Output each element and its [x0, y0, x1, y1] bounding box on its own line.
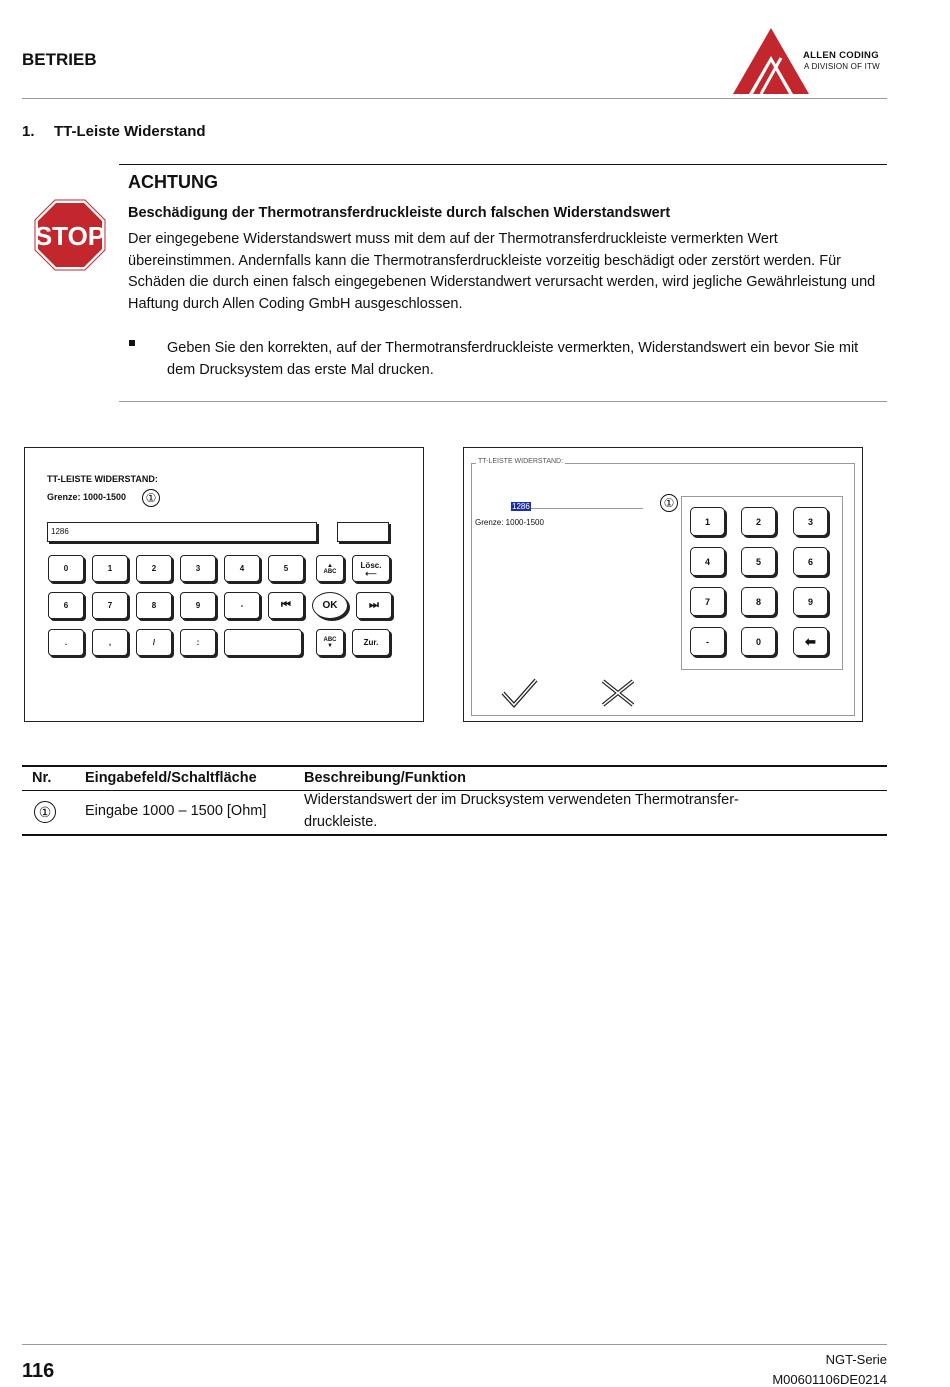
key-dot[interactable]: .	[48, 629, 84, 656]
table-row-desc-line1: Widerstandswert der im Drucksystem verwendeten Thermotransfer-	[304, 792, 739, 808]
svg-text:STOP: STOP	[34, 221, 106, 251]
confirm-check-icon[interactable]	[501, 678, 539, 708]
warning-top-rule	[119, 164, 887, 165]
abc-down-label: ABC	[323, 636, 337, 643]
skip-back-icon[interactable]: ⏮	[268, 592, 304, 619]
screen1-title: TT-LEISTE WIDERSTAND:	[47, 474, 158, 484]
aux-field[interactable]	[337, 522, 389, 542]
pad-key-6[interactable]: 6	[793, 547, 828, 576]
abc-up-label: ABC	[323, 568, 337, 575]
table-bottom-rule	[22, 834, 887, 836]
screen1-limit: Grenze: 1000-1500	[47, 492, 127, 502]
pad-key-3[interactable]: 3	[793, 507, 828, 536]
section-number: 1.	[22, 123, 35, 140]
warning-bullet: Geben Sie den korrekten, auf der Thermotransferdruckleiste vermerkten, Widerstandswert ein bevor Sie mit dem Drucksystem das erste Mal drucken.	[167, 340, 859, 378]
pad-key-minus[interactable]: -	[690, 627, 725, 656]
key-3[interactable]: 3	[180, 555, 216, 582]
screen2-title: TT-LEISTE WIDERSTAND:	[478, 458, 564, 465]
delete-label: Lösc.	[360, 560, 382, 570]
back-button[interactable]: Zur.	[352, 629, 390, 656]
delete-button[interactable]	[352, 555, 390, 582]
key-8[interactable]: 8	[136, 592, 172, 619]
pad-key-0[interactable]: 0	[741, 627, 776, 656]
skip-forward-icon[interactable]: ⏭	[356, 592, 392, 619]
section-title: TT-Leiste Widerstand	[54, 123, 206, 140]
table-header-rule	[22, 790, 887, 791]
logo-line1: ALLEN CODING	[803, 50, 879, 61]
warning-bottom-rule	[119, 401, 887, 402]
selected-value: 1286	[512, 502, 530, 511]
footer-rule	[22, 1344, 887, 1345]
abc-down-button[interactable]	[316, 629, 344, 656]
table-header-nr: Nr.	[32, 770, 52, 786]
header-rule	[22, 98, 887, 99]
bullet-icon	[129, 340, 135, 346]
resistance-input-2[interactable]	[511, 496, 643, 509]
pad-key-4[interactable]: 4	[690, 547, 725, 576]
table-header-field: Eingabefeld/Schaltfläche	[85, 770, 257, 786]
key-5[interactable]: 5	[268, 555, 304, 582]
key-comma[interactable]: ,	[92, 629, 128, 656]
arrow-down-icon: ▼	[327, 642, 333, 649]
marker-1: ①	[142, 489, 160, 507]
warning-heading: ACHTUNG	[128, 172, 218, 192]
key-colon[interactable]: :	[180, 629, 216, 656]
key-0[interactable]: 0	[48, 555, 84, 582]
pad-key-7[interactable]: 7	[690, 587, 725, 616]
table-row-nr: ①	[34, 801, 56, 823]
header-title: BETRIEB	[22, 50, 97, 69]
ok-button[interactable]: OK	[312, 592, 348, 619]
footer-series: NGT-Serie	[825, 1352, 887, 1367]
warning-subheading: Beschädigung der Thermotransferdruckleiste durch falschen Widerstandswert	[128, 205, 671, 221]
key-2[interactable]: 2	[136, 555, 172, 582]
screen-keypad	[463, 447, 863, 722]
pad-key-5[interactable]: 5	[741, 547, 776, 576]
page-number: 116	[22, 1360, 55, 1382]
space-key[interactable]	[224, 629, 302, 656]
key-1[interactable]: 1	[92, 555, 128, 582]
stop-sign-icon	[34, 199, 106, 271]
key-4[interactable]: 4	[224, 555, 260, 582]
arrow-up-icon: ▲	[327, 562, 333, 569]
footer-doc-id: M00601106DE0214	[772, 1372, 887, 1387]
pad-key-9[interactable]: 9	[793, 587, 828, 616]
screen-keyboard	[24, 447, 424, 722]
key-6[interactable]: 6	[48, 592, 84, 619]
resistance-input[interactable]: 1286	[47, 522, 317, 542]
abc-up-button[interactable]	[316, 555, 344, 582]
table-header-desc: Beschreibung/Funktion	[304, 770, 466, 786]
cancel-x-icon[interactable]	[600, 678, 636, 708]
logo-line2: A DIVISION OF ITW	[804, 62, 880, 71]
warning-body: Der eingegebene Widerstandswert muss mit dem auf der Thermotransferdruckleiste vermerkten Wert übereinstimmen. Andernfalls kann die Thermotransferdruckleiste vorzeitig beschädigt oder zerstört werden. Für Schäden die durch einen falsch eingegebenen Widerstandwert verursacht werden, wird jegliche Gewährleistung und Haftung durch Allen Coding GmbH ausgeschlossen.	[128, 231, 876, 313]
backspace-icon: ⟵	[365, 568, 377, 578]
table-top-rule	[22, 765, 887, 767]
allen-coding-logo-icon	[733, 28, 809, 94]
key-9[interactable]: 9	[180, 592, 216, 619]
table-row-field: Eingabe 1000 – 1500 [Ohm]	[85, 803, 267, 819]
table-row-desc-line2: druckleiste.	[304, 814, 378, 830]
screen2-limit: Grenze: 1000-1500	[475, 518, 544, 527]
key-7[interactable]: 7	[92, 592, 128, 619]
pad-key-8[interactable]: 8	[741, 587, 776, 616]
backspace-arrow-icon[interactable]: ⬅	[793, 627, 828, 656]
pad-key-1[interactable]: 1	[690, 507, 725, 536]
key-minus[interactable]: -	[224, 592, 260, 619]
key-slash[interactable]: /	[136, 629, 172, 656]
pad-key-2[interactable]: 2	[741, 507, 776, 536]
marker-1-screen2: ①	[660, 494, 678, 512]
